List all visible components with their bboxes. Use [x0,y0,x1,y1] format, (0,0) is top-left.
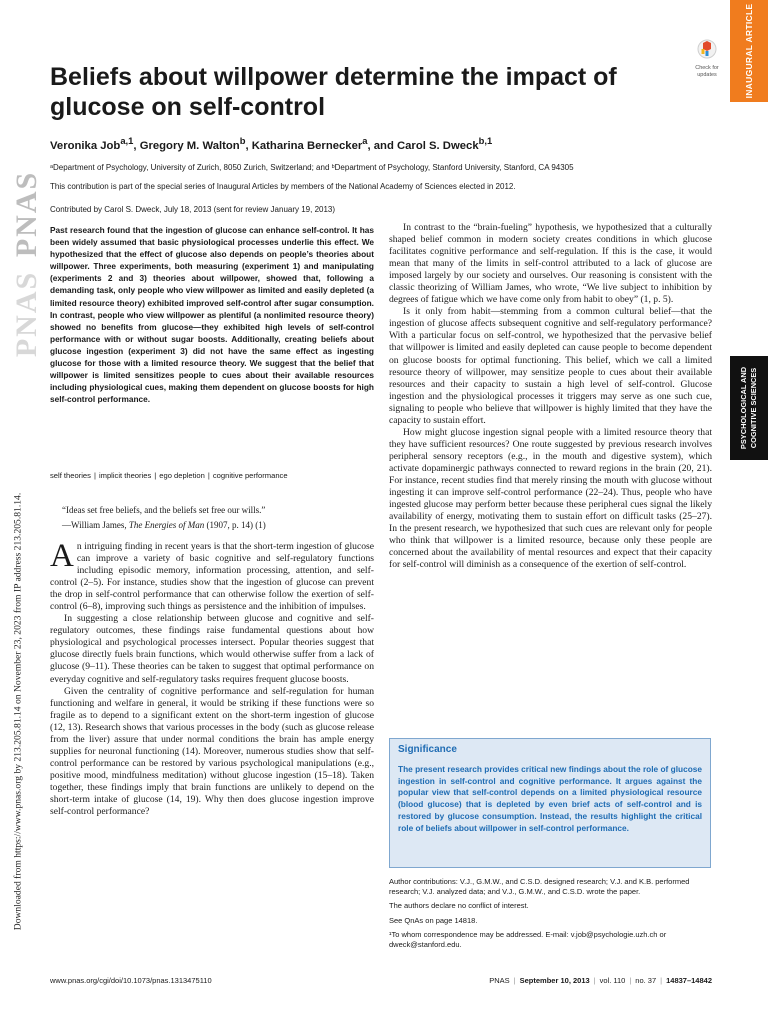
epigraph-attribution [62,518,362,533]
drop-cap: A [50,538,74,574]
pnas-watermark-logo: PNAS [10,170,43,258]
epigraph-quote: “Ideas set free beliefs, and the beliefs set free our wills.” [62,505,266,515]
issue-date: September 10, 2013 [519,976,590,985]
author-name: Katharina Bernecker [251,139,363,152]
body-paragraph: Is it only from habit—stemming from a common cultural belief—that the ingestion of glucose affects subsequent cognitive and self-regulatory performance? With a particular focus on self-control, we hypothesized that the pervasive belief that willpower is limited and easily depleted can cause people to become dependent on glucose boosts for optimal functioning. This belief, which we call a limited resource theory of willpower, may sensitize people to cues about their available resources and their capacity to sustain a high level of self-control. Glucose ingestion and the physiological processes it triggers may serve as one such cue, signaling to people who believe that willpower is highly limited that they have the capacity to sustain effort. [389,306,712,426]
body-paragraph [50,538,374,613]
journal-name: PNAS [489,976,510,985]
body-right-column [389,222,712,571]
issue-number: no. 37 [635,976,657,985]
contributed-by: Contributed by Carol S. Dweck, July 18, 2013 (sent for review January 19, 2013) [50,205,336,214]
keyword[interactable]: implicit theories [98,471,152,480]
significance-heading: Significance [398,744,457,755]
journal-footer: PNAS | September 10, 2013 | vol. 110 | no. 37 | 14837–14842 [489,976,712,985]
body-paragraph: How might glucose ingestion signal people with a limited resource theory that they have sufficient resources? One route suggested by previous research involves peripheral sensory receptors (e.g., in the mouth and digestive system), which activate dopaminergic pathways connected to reward regions in the brain (20, 21). For instance, recent studies find that merely rinsing the mouth with glucose without ingesting it can improve self-control performance (22–24). Thus, people who have ingested glucose may perform better because these peripheral cues signal the likely availability of energy, motivating them to sustain effort on difficult tasks (25–27). In the present research, we hypothesized that such cues are relevant only for people who think that willpower is a limited resource, because only these people are concerned about the availability of mental resources and expect that their capacity for self-control will diminish as a consequence of the exertion of self-control. [389,426,712,571]
page-range: 14837–14842 [666,976,712,985]
abstract: Past research found that the ingestion of glucose can enhance self-control. It has been widely assumed that basic physiological processes underlie this effect. We hypothesized that the effect of glucose also depends on people’s theories about willpower. Three experiments, both measuring (experiment 1) and manipulating (experiments 2 and 3) theories about willpower, showed that, following a demanding task, only people who view willpower as limited and easily depleted (a limited resource theory) exhibited improved self-control after sugar consumption. In contrast, people who view willpower as plentiful (a nonlimited resource theory) showed no benefits from glucose—they exhibited high levels of self-control performance with or without sugar boosts. Additionally, creating beliefs about glucose ingestion (experiment 3) did not have the same effect as ingesting glucose for those with a limited resource theory. We suggest that the belief that willpower is limited sensitizes people to cues about their available resources including physiological cues, making them dependent on glucose boosts for high self-control performance. [50,225,374,405]
section-tab-label: PSYCHOLOGICAL AND COGNITIVE SCIENCES [739,366,758,450]
epigraph-author: —William James, [62,520,129,530]
keyword[interactable]: ego depletion [159,471,205,480]
contribution-note: This contribution is part of the special series of Inaugural Articles by members of the National Academy of Sciences elected in 2012. [50,182,516,191]
keyword[interactable]: self theories [50,471,91,480]
footnotes [389,877,712,954]
epigraph-citation: (1907, p. 14) (1) [204,520,266,530]
author-sup: a [362,135,368,146]
check-for-updates-badge[interactable] [688,38,726,78]
body-paragraph: In contrast to the “brain-fueling” hypothesis, we hypothesized that a culturally shaped belief common in modern society creates conditions in which glucose facilitates cognitive performance and self-regulation. If this is the case, it would mean that many of the limits in self-control attributed to a lack of glucose are imposed largely by our society and ourselves. Our reasoning is consistent with the classic theorizing of William James, who wrote, “We live subject to inhibition by degrees of fatigue which we have come only from habit to obey” (1, p. 5). [389,222,712,306]
article-title: Beliefs about willpower determine the impact of glucose on self-control [50,63,617,121]
download-note: Downloaded from https://www.pnas.org by 213.205.81.14 on November 23, 2023 from IP address 213.205.81.14. [12,492,24,931]
author-sup: a,1 [120,135,134,146]
significance-box [389,738,711,868]
pnas-watermark-logo-faded: PNAS [10,270,43,358]
inaugural-article-tab [730,0,768,102]
inaugural-article-label: INAUGURAL ARTICLE [744,3,754,99]
affiliations: ᵃDepartment of Psychology, University of Zurich, 8050 Zurich, Switzerland; and ᵇDepartment of Psychology, Stanford University, Stanford, CA 94305 [50,163,574,172]
author-contributions: Author contributions: V.J., G.M.W., and C.S.D. designed research; V.J. and K.B. performed research; V.J. analyzed data; and V.J., G.M.W., and C.S.D. wrote the paper. [389,877,690,897]
paragraph-text: n intriguing finding in recent years is that the short-term ingestion of glucose can improve a variety of basic cognitive and self-regulatory functions including episodic memory, information processing, attention, and self-control (2–5). For instance, studies show that the ingestion of glucose can prevent the drop in self-control performance that can otherwise follow the exertion of self-control (6–8), improving such things as persistence and the inhibition of impulses. [50,541,374,613]
doi-link[interactable]: www.pnas.org/cgi/doi/10.1073/pnas.1313475110 [50,976,212,985]
qnas-note[interactable]: See QnAs on page 14818. [389,915,478,925]
author-name: Carol S. Dweck [396,139,479,152]
conflict-statement: The authors declare no conflict of interest. [389,901,529,911]
author-sup: b,1 [478,135,493,146]
check-updates-label: Check for updates [695,65,719,78]
section-tab [730,356,768,460]
significance-text: The present research provides critical new findings about the role of glucose ingestion in self-control and cognitive performance. It argues against the popular view that self-control depends on a limited physiological resource (blood glucose) that is depleted by even brief acts of self-control and is restored by glucose consumption. Instead, the results highlight the critical role of beliefs about willpower in self-control performance. [398,764,702,833]
epigraph-work: The Energies of Man [128,520,205,530]
epigraph [62,503,362,533]
body-left-column [50,538,374,818]
author-sup: b [239,135,246,146]
keywords: self theories | implicit theories | ego depletion | cognitive performance [50,471,288,480]
author-name: Gregory M. Walton [139,139,240,152]
correspondence-note[interactable]: ¹To whom correspondence may be addressed. E-mail: v.job@psychologie.uzh.ch or dweck@stanford.edu. [389,929,667,950]
author-list: Veronika Job$^{a,1}$, Gregory M. Walton$^b$, Katharina Bernecker$^a$, and Carol S. Dweck$^{b,1}$ [50,135,493,152]
volume: vol. 110 [599,976,626,985]
author-name: Veronika Job [50,139,121,152]
check-updates-icon [694,38,720,60]
body-paragraph: In suggesting a close relationship between glucose and cognitive and self-regulatory outcomes, these findings raise fundamental questions about how physiological and psychological processes intersect. Popular theories suggest that glucose directly fuels brain functions, which would otherwise suffer from a lack of glucose (9–11). These theories can be taken to suggest that optimal performance on everyday cognitive and self-regulatory tasks requires frequent glucose boosts. [50,613,374,685]
keyword[interactable]: cognitive performance [212,471,288,480]
body-paragraph: Given the centrality of cognitive performance and self-regulation for human functioning and welfare in general, it would be striking if these functions were so fragile as to depend to a significant extent on the short-term ingestion of glucose (12, 13). Research shows that various processes in the body (such as glucose release from the liver) assure that under normal conditions the brain has ample energy supplies for neuronal functioning (14). Moreover, numerous studies show that self-control performance can be restored by various psychological manipulations (e.g., positive mood, mindfulness meditation) without glucose ingestion (15–18). Taken together, these findings imply that brain functions are unlikely to depend on the short-term intake of glucose (14, 19). Why then does glucose ingestion improve self-control performance? [50,685,374,818]
